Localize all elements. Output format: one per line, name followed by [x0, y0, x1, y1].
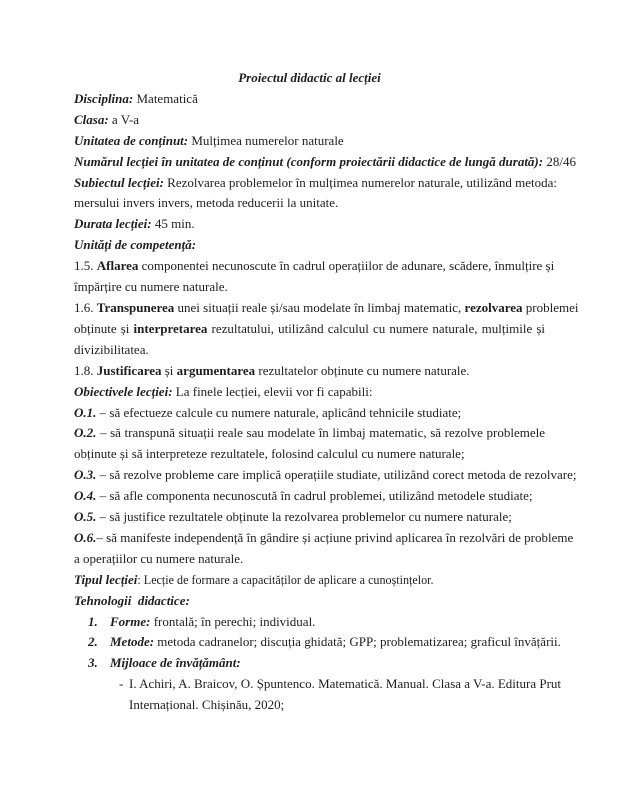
text-line: [74, 570, 545, 591]
text-run: Unitatea de conținut:: [74, 132, 189, 148]
text-line: [110, 632, 561, 653]
text-run: împărțire cu numere naturale.: [74, 279, 228, 295]
text-run: interpretarea: [133, 320, 208, 336]
text-line: [74, 382, 545, 403]
text-run: Tipul lecției: [74, 571, 138, 587]
text-line: [74, 256, 555, 277]
text-run: – să rezolve probleme care implică operațiile studiate, utilizând corect metoda de rezolvare;: [96, 467, 577, 483]
text-run: – să justifice rezultatele obținute la rezolvarea problemelor cu numere naturale;: [96, 509, 512, 525]
heading-tehnologii: [74, 591, 545, 612]
text-line: [74, 319, 545, 340]
text-run: Subiectul lecției:: [74, 174, 164, 190]
text-run: Mijloace de învățământ:: [110, 655, 241, 671]
text-line: [74, 465, 577, 486]
tehnologii-mijloace: [74, 653, 545, 674]
obiectiv-1: [74, 403, 545, 424]
text-run: O.4.: [74, 488, 97, 504]
text-run: : Lecție de formare a capacităților de aplicare a cunoștințelor.: [137, 572, 434, 587]
text-line: [74, 361, 545, 382]
text-run: obținute și: [74, 320, 134, 336]
tehnologii-metode: [74, 632, 561, 653]
text-line: [74, 340, 545, 361]
list-number: 2.: [88, 634, 98, 650]
text-run: Numărul lecției în unitatea de conținut (conform proiectării didactice de lungă durată):: [74, 153, 544, 169]
text-line: [74, 131, 545, 152]
document-body: [74, 89, 579, 716]
text-run: Transpunerea: [96, 299, 175, 315]
text-run: argumentarea: [176, 362, 256, 378]
text-run: I. Achiri, A. Braicov, O. Șpuntenco. Matematică. Manual. Clasa a V-a. Editura Prut: [129, 676, 562, 692]
text-line: [74, 235, 545, 256]
text-line: [110, 653, 545, 674]
text-line: [74, 110, 545, 131]
obiectiv-6: [74, 528, 574, 570]
text-run: Justificarea: [96, 362, 162, 378]
obiectiv-2: [74, 423, 545, 465]
text-run: – să transpună situații reale sau modelate în limbaj matematic, să rezolve problemele: [96, 425, 545, 441]
text-line: [110, 612, 545, 633]
text-run: O.3.: [74, 467, 97, 483]
text-run: Rezolvarea problemelor în mulțimea numerelor naturale, utilizând metoda:: [163, 174, 558, 190]
text-run: problemei: [522, 299, 579, 315]
text-run: rezolvarea: [464, 299, 523, 315]
competenta-1-5: [74, 256, 555, 298]
text-run: rezultatelor obținute cu numere naturale.: [255, 362, 470, 378]
bibliografie-manual: [74, 674, 562, 716]
text-run: componentei necunoscute în cadrul operațiilor de adunare, scădere, înmulțire și: [138, 258, 555, 274]
field-clasa: [74, 110, 545, 131]
text-run: 45 min.: [151, 216, 195, 232]
field-disciplina: [74, 89, 545, 110]
field-durata: [74, 214, 545, 235]
obiectiv-3: [74, 465, 577, 486]
text-line: [74, 507, 545, 528]
bullet-dash: -: [119, 676, 124, 692]
text-run: Disciplina:: [74, 90, 134, 106]
text-run: 1.8.: [74, 362, 97, 378]
list-number: 3.: [88, 655, 98, 671]
obiectiv-4: [74, 486, 545, 507]
text-run: obținute și să interpreteze rezultatele, folosind calculul cu numere naturale;: [74, 446, 465, 462]
tehnologii-forme: [74, 612, 545, 633]
text-run: frontală; în perechi; individual.: [150, 613, 316, 629]
text-line: [74, 277, 545, 298]
text-line: [74, 486, 545, 507]
field-numarul-lectiei: [74, 152, 576, 173]
text-line: [74, 444, 545, 465]
text-line: [74, 591, 545, 612]
text-line: [74, 528, 574, 549]
text-line: [74, 173, 558, 194]
text-run: rezultatului, utilizând calculul cu numere naturale, mulțimile și: [207, 320, 545, 336]
text-line: [74, 423, 545, 444]
text-run: 1.5.: [74, 258, 97, 274]
text-run: 1.6.: [74, 299, 97, 315]
text-run: Obiectivele lecției:: [74, 383, 173, 399]
field-subiectul: [74, 173, 558, 215]
text-run: Tehnologii didactice:: [74, 592, 190, 608]
text-line: [74, 298, 579, 319]
obiectiv-5: [74, 507, 545, 528]
text-run: Clasa:: [74, 111, 109, 127]
text-run: mersului invers invers, metoda reducerii la unitate.: [74, 195, 339, 211]
text-line: [129, 674, 562, 695]
text-line: [74, 193, 545, 214]
text-run: O.2.: [74, 425, 97, 441]
heading-obiectivele: [74, 382, 545, 403]
competenta-1-8: [74, 361, 545, 382]
text-line: [74, 152, 576, 173]
text-run: unei situații reale și/sau modelate în limbaj matematic,: [174, 299, 465, 315]
competenta-1-6: [74, 298, 579, 361]
field-unitatea: [74, 131, 545, 152]
text-run: O.1.: [74, 404, 97, 420]
text-run: O.5.: [74, 509, 97, 525]
text-run: 28/46: [543, 153, 576, 169]
text-line: [74, 549, 545, 570]
text-run: – să manifeste independență în gândire și acțiune privind aplicarea în rezolvări de probleme: [96, 529, 574, 545]
text-run: Forme:: [110, 613, 151, 629]
text-run: a V-a: [108, 111, 140, 127]
text-line: [129, 695, 545, 716]
text-run: Aflarea: [96, 258, 139, 274]
text-run: La finele lecției, elevii vor fi capabili:: [172, 383, 373, 399]
text-run: Matematică: [133, 90, 198, 106]
text-run: a operațiilor cu numere naturale.: [74, 550, 244, 566]
list-number: 1.: [88, 613, 98, 629]
text-run: divizibilitatea.: [74, 341, 149, 357]
text-run: și: [161, 362, 177, 378]
heading-unitati-competenta: [74, 235, 545, 256]
text-run: Durata lecției:: [74, 216, 152, 232]
text-run: Metode:: [110, 634, 155, 650]
text-line: [74, 89, 545, 110]
field-tipul-lectiei: [74, 570, 545, 591]
text-run: Unități de competență:: [74, 237, 197, 253]
text-line: [74, 403, 545, 424]
text-line: [74, 214, 545, 235]
text-run: Mulțimea numerelor naturale: [188, 132, 344, 148]
text-run: metoda cadranelor; discuția ghidată; GPP; problematizarea; graficul învățării.: [154, 634, 561, 650]
text-run: O.6.: [74, 529, 97, 545]
document-title: Proiectul didactic al lecției: [238, 70, 381, 85]
text-run: – să afle componenta necunoscută în cadrul problemei, utilizând metodele studiate;: [96, 488, 533, 504]
text-run: – să efectueze calcule cu numere naturale, aplicând tehnicile studiate;: [96, 404, 462, 420]
text-run: Internațional. Chișinău, 2020;: [129, 697, 285, 713]
